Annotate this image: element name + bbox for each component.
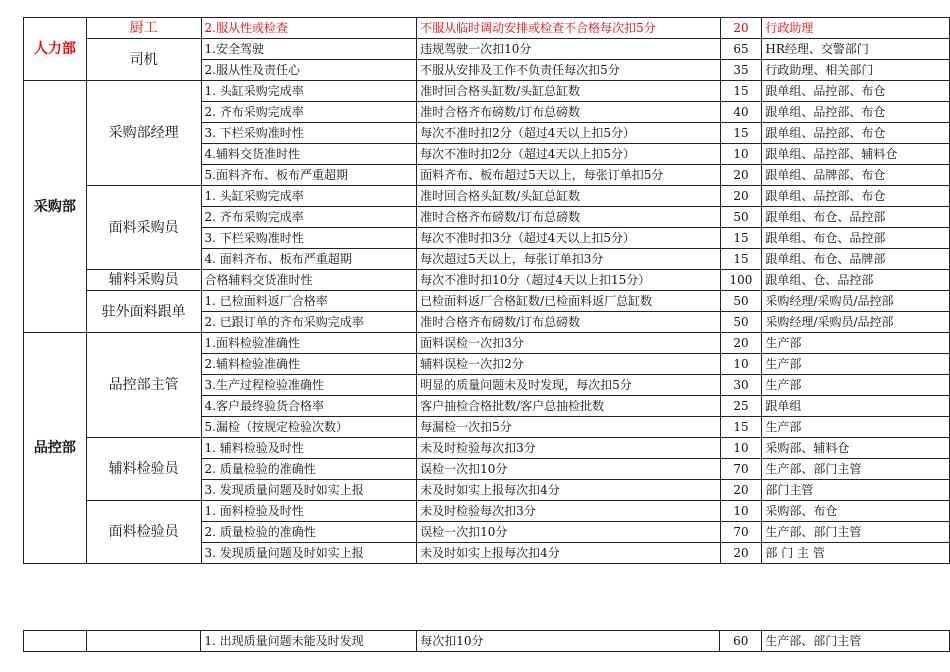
item-cell: 5.漏检（按规定检验次数） bbox=[201, 417, 417, 438]
item-cell: 1. 面料检验及时性 bbox=[201, 501, 417, 522]
score-cell: 15 bbox=[720, 249, 762, 270]
item-cell: 2.服从性及责任心 bbox=[201, 60, 417, 81]
item-cell: 2.服从性或检查 bbox=[201, 18, 417, 39]
checker-cell: 部门主管 bbox=[762, 480, 950, 501]
checker-cell: 部 门 主 管 bbox=[762, 543, 950, 564]
checker-cell: 跟单组、仓、品控部 bbox=[762, 270, 950, 291]
continuation-table bbox=[23, 630, 950, 652]
score-cell: 20 bbox=[720, 165, 762, 186]
score-cell: 10 bbox=[720, 501, 762, 522]
checker-cell: 行政助理 bbox=[762, 18, 950, 39]
score-cell: 70 bbox=[720, 459, 762, 480]
score-cell: 60 bbox=[720, 631, 762, 652]
score-cell: 15 bbox=[720, 81, 762, 102]
checker-cell: 跟单组、品牌部、布仓 bbox=[762, 165, 950, 186]
role-cell: 辅料采购员 bbox=[86, 270, 201, 291]
table-row bbox=[24, 631, 950, 652]
standard-cell: 未及时检验每次扣3分 bbox=[417, 438, 720, 459]
item-cell: 1. 头缸采购完成率 bbox=[201, 81, 417, 102]
item-cell: 合格辅料交货准时性 bbox=[201, 270, 417, 291]
item-cell: 4.辅料交货准时性 bbox=[201, 144, 417, 165]
standard-cell: 准时合格齐布磅数/订布总磅数 bbox=[417, 312, 720, 333]
role-cell: 司机 bbox=[86, 39, 201, 81]
score-cell: 65 bbox=[720, 39, 762, 60]
item-cell: 3. 下栏采购准时性 bbox=[201, 228, 417, 249]
checker-cell: 生产部 bbox=[762, 417, 950, 438]
score-cell: 10 bbox=[720, 438, 762, 459]
table-row bbox=[24, 18, 950, 39]
checker-cell: 跟单组、品控部、布仓 bbox=[762, 81, 950, 102]
score-cell: 15 bbox=[720, 123, 762, 144]
standard-cell: 面料齐布、板布超过5天以上，每张订单扣5分 bbox=[417, 165, 720, 186]
checker-cell: 行政助理、相关部门 bbox=[762, 60, 950, 81]
standard-cell: 每次扣10分 bbox=[417, 631, 720, 652]
score-cell: 15 bbox=[720, 417, 762, 438]
department-cell: 品控部 bbox=[24, 333, 87, 564]
checker-cell: 采购经理/采购员/品控部 bbox=[762, 291, 950, 312]
item-cell: 1.安全驾驶 bbox=[201, 39, 417, 60]
item-cell: 2. 齐布采购完成率 bbox=[201, 102, 417, 123]
standard-cell: 客户抽检合格批数/客户总抽检批数 bbox=[417, 396, 720, 417]
standard-cell: 未及时如实上报每次扣4分 bbox=[417, 543, 720, 564]
table-row bbox=[24, 291, 950, 312]
department-cell: 采购部 bbox=[24, 81, 87, 333]
standard-cell: 准时合格齐布磅数/订布总磅数 bbox=[417, 207, 720, 228]
table-row bbox=[24, 438, 950, 459]
checker-cell: 跟单组 bbox=[762, 396, 950, 417]
standard-cell: 不服从临时调动安排或检查不合格每次扣5分 bbox=[417, 18, 720, 39]
score-cell: 50 bbox=[720, 312, 762, 333]
score-cell: 70 bbox=[720, 522, 762, 543]
score-cell: 100 bbox=[720, 270, 762, 291]
score-cell: 20 bbox=[720, 18, 762, 39]
item-cell: 1. 头缸采购完成率 bbox=[201, 186, 417, 207]
department-cell: 人力部 bbox=[24, 18, 87, 81]
score-cell: 35 bbox=[720, 60, 762, 81]
item-cell: 2. 质量检验的准确性 bbox=[201, 459, 417, 480]
standard-cell: 误检一次扣10分 bbox=[417, 522, 720, 543]
standard-cell: 误检一次扣10分 bbox=[417, 459, 720, 480]
item-cell: 1.面料检验准确性 bbox=[201, 333, 417, 354]
standard-cell: 每次不准时扣3分（超过4天以上扣5分） bbox=[417, 228, 720, 249]
checker-cell: 采购经理/采购员/品控部 bbox=[762, 312, 950, 333]
standard-cell: 已检面料返厂合格缸数/已检面料返厂总缸数 bbox=[417, 291, 720, 312]
standard-cell: 不服从安排及工作不负责任每次扣5分 bbox=[417, 60, 720, 81]
standard-cell: 面料误检一次扣3分 bbox=[417, 333, 720, 354]
score-cell: 50 bbox=[720, 207, 762, 228]
standard-cell: 准时回合格头缸数/头缸总缸数 bbox=[417, 81, 720, 102]
assessment-table bbox=[23, 17, 950, 564]
standard-cell: 每漏检一次扣5分 bbox=[417, 417, 720, 438]
role-cell: 品控部主管 bbox=[86, 333, 201, 438]
score-cell: 15 bbox=[720, 228, 762, 249]
score-cell: 20 bbox=[720, 186, 762, 207]
table-row bbox=[24, 270, 950, 291]
standard-cell: 准时回合格头缸数/头缸总缸数 bbox=[417, 186, 720, 207]
role-cell: 辅料检验员 bbox=[86, 438, 201, 501]
item-cell: 2.辅料检验准确性 bbox=[201, 354, 417, 375]
role-cell bbox=[86, 631, 201, 652]
table-row bbox=[24, 81, 950, 102]
item-cell: 1. 辅料检验及时性 bbox=[201, 438, 417, 459]
item-cell: 3. 发现质量问题及时如实上报 bbox=[201, 543, 417, 564]
score-cell: 40 bbox=[720, 102, 762, 123]
table-row bbox=[24, 39, 950, 60]
item-cell: 5.面料齐布、板布严重超期 bbox=[201, 165, 417, 186]
checker-cell: 跟单组、品控部、辅料仓 bbox=[762, 144, 950, 165]
checker-cell: 跟单组、布仓、品控部 bbox=[762, 228, 950, 249]
score-cell: 25 bbox=[720, 396, 762, 417]
score-cell: 20 bbox=[720, 333, 762, 354]
standard-cell: 违规驾驶一次扣10分 bbox=[417, 39, 720, 60]
item-cell: 3. 发现质量问题及时如实上报 bbox=[201, 480, 417, 501]
checker-cell: 生产部 bbox=[762, 375, 950, 396]
score-cell: 10 bbox=[720, 144, 762, 165]
item-cell: 2. 齐布采购完成率 bbox=[201, 207, 417, 228]
checker-cell: 生产部 bbox=[762, 354, 950, 375]
checker-cell: 跟单组、布仓、品牌部 bbox=[762, 249, 950, 270]
standard-cell: 未及时如实上报每次扣4分 bbox=[417, 480, 720, 501]
checker-cell: 跟单组、品控部、布仓 bbox=[762, 102, 950, 123]
score-cell: 20 bbox=[720, 543, 762, 564]
standard-cell: 每次不准时扣2分（超过4天以上扣5分） bbox=[417, 144, 720, 165]
item-cell: 1. 已检面料返厂合格率 bbox=[201, 291, 417, 312]
score-cell: 30 bbox=[720, 375, 762, 396]
item-cell: 1. 出现质量问题未能及时发现 bbox=[201, 631, 417, 652]
role-cell: 采购部经理 bbox=[86, 81, 201, 186]
score-cell: 50 bbox=[720, 291, 762, 312]
checker-cell: 跟单组、品控部、布仓 bbox=[762, 123, 950, 144]
checker-cell: 生产部 bbox=[762, 333, 950, 354]
role-cell: 面料采购员 bbox=[86, 186, 201, 270]
item-cell: 4. 面料齐布、板布严重超期 bbox=[201, 249, 417, 270]
role-cell: 厨工 bbox=[86, 18, 201, 39]
standard-cell: 准时合格齐布磅数/订布总磅数 bbox=[417, 102, 720, 123]
standard-cell: 每次不准时扣2分（超过4天以上扣5分） bbox=[417, 123, 720, 144]
score-cell: 10 bbox=[720, 354, 762, 375]
checker-cell: 生产部、部门主管 bbox=[762, 522, 950, 543]
table-row bbox=[24, 501, 950, 522]
checker-cell: 采购部、布仓 bbox=[762, 501, 950, 522]
score-cell: 20 bbox=[720, 480, 762, 501]
checker-cell: 生产部、部门主管 bbox=[762, 631, 950, 652]
table-row bbox=[24, 186, 950, 207]
standard-cell: 每次不准时扣10分（超过4天以上扣15分） bbox=[417, 270, 720, 291]
dept-cell bbox=[24, 631, 87, 652]
table-row bbox=[24, 333, 950, 354]
standard-cell: 辅料误检一次扣2分 bbox=[417, 354, 720, 375]
item-cell: 2. 质量检验的准确性 bbox=[201, 522, 417, 543]
checker-cell: 采购部、辅料仓 bbox=[762, 438, 950, 459]
item-cell: 3. 下栏采购准时性 bbox=[201, 123, 417, 144]
role-cell: 驻外面料跟单 bbox=[86, 291, 201, 333]
standard-cell: 未及时检验每次扣3分 bbox=[417, 501, 720, 522]
item-cell: 3.生产过程检验准确性 bbox=[201, 375, 417, 396]
checker-cell: 跟单组、品控部、布仓 bbox=[762, 186, 950, 207]
role-cell: 面料检验员 bbox=[86, 501, 201, 564]
checker-cell: HR经理、交警部门 bbox=[762, 39, 950, 60]
checker-cell: 跟单组、布仓、品控部 bbox=[762, 207, 950, 228]
item-cell: 4.客户最终验货合格率 bbox=[201, 396, 417, 417]
item-cell: 2. 已跟订单的齐布采购完成率 bbox=[201, 312, 417, 333]
standard-cell: 每次超过5天以上，每张订单扣3分 bbox=[417, 249, 720, 270]
standard-cell: 明显的质量问题未及时发现，每次扣5分 bbox=[417, 375, 720, 396]
checker-cell: 生产部、部门主管 bbox=[762, 459, 950, 480]
